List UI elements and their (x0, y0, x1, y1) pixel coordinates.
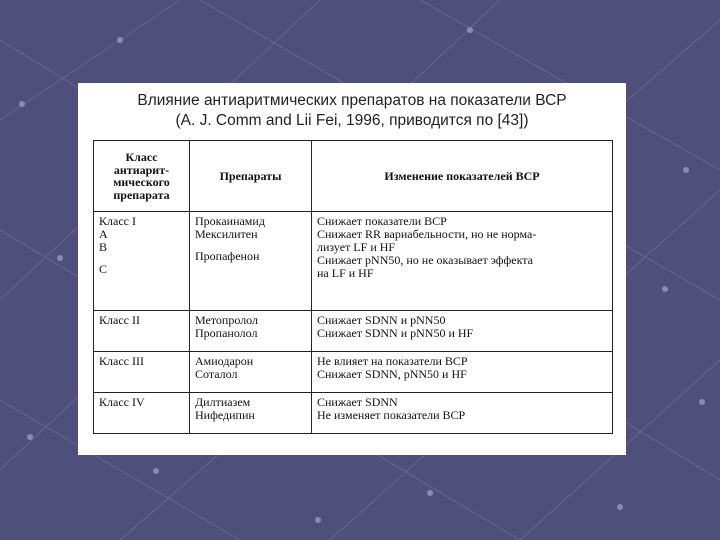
cell-class: Класс I A B C (94, 212, 190, 311)
table-header-row (94, 141, 613, 212)
slide-title (78, 91, 626, 131)
cell-drugs: Амиодарон Соталол (190, 352, 312, 393)
table-row-class-1 (94, 212, 613, 311)
cell-effects: Снижает SDNN Не изменяет показатели ВСР (312, 393, 613, 434)
title-line-1: Влияние антиаритмических препаратов на показатели ВСР (137, 92, 567, 109)
cell-class: Класс II (94, 311, 190, 352)
title-line-2: (A. J. Comm and Lii Fei, 1996, приводится по [43]) (175, 112, 529, 129)
cell-drugs: Метопролол Пропанолол (190, 311, 312, 352)
header-class: Класс антиарит- мического препарата (94, 141, 190, 212)
cell-effects: Снижает SDNN и pNN50 Снижает SDNN и pNN50 и HF (312, 311, 613, 352)
drug-effects-table (93, 140, 613, 434)
cell-drugs: Дилтиазем Нифедипин (190, 393, 312, 434)
table-row-class-3 (94, 352, 613, 393)
cell-class: Класс IV (94, 393, 190, 434)
header-effects: Изменение показателей ВСР (312, 141, 613, 212)
table-row-class-4 (94, 393, 613, 434)
header-drugs: Препараты (190, 141, 312, 212)
slide-image (78, 83, 626, 455)
cell-effects: Снижает показатели ВСР Снижает RR вариабельности, но не норма- лизует LF и HF Снижает pNN50, но не оказывает эффекта на LF и HF (312, 212, 613, 311)
table-row-class-2 (94, 311, 613, 352)
cell-effects: Не влияет на показатели ВСР Снижает SDNN, pNN50 и HF (312, 352, 613, 393)
cell-class: Класс III (94, 352, 190, 393)
cell-drugs: Прокаинамид Мексилитен Пропафенон (190, 212, 312, 311)
